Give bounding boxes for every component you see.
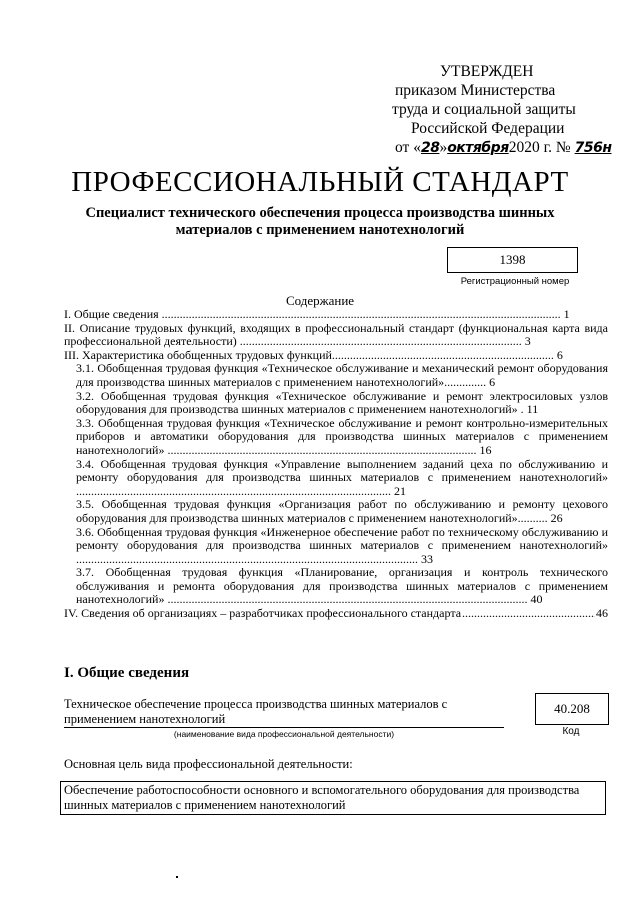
registration-number-label: Регистрационный номер [460, 276, 570, 287]
toc-item[interactable]: 3.4. Обобщенная трудовая функция «Управление выполнением заданий цеха по обслуживанию и ремонту оборудования для производства шинных материалов с применением нанотехнологий» ......................................................................................................... 21 [76, 456, 608, 498]
approval-block [392, 62, 612, 158]
toc-item-label: IV. Сведения об организациях – разработчиках профессионального стандарта [64, 606, 462, 621]
table-of-contents [64, 308, 608, 621]
goal-label: Основная цель вида профессиональной деятельности: [64, 757, 353, 771]
toc-leader-dots [462, 607, 595, 621]
toc-page-number: 46 [596, 606, 608, 621]
section-heading: I. Общие сведения [64, 665, 190, 681]
toc-item[interactable]: 3.1. Обобщенная трудовая функция «Техническое обслуживание и механический ремонт оборудования для производства шинных материалов с применением нанотехнологий».............. 6 [76, 361, 608, 389]
goal-text-box: Обеспечение работоспособности основного и вспомогательного оборудования для производства шинных материалов с применением нанотехнологий [60, 781, 606, 815]
activity-code-caption: Код [562, 726, 580, 737]
approval-line: приказом Министерства [395, 82, 556, 99]
toc-item[interactable]: 3.5. Обобщенная трудовая функция «Организация работ по обслуживанию и ремонту цехового оборудования для производства шинных материалов с применением нанотехнологий».......... 26 [76, 497, 608, 525]
toc-item[interactable]: 3.7. Обобщенная трудовая функция «Планирование, организация и контроль технического обслуживания и ремонта оборудования для производства шинных материалов с применением нанотехнологий» ........................................................................................................................ 40 [76, 565, 608, 607]
toc-item[interactable]: I. Общие сведения ..................................................................................................................................... 1 [64, 307, 570, 321]
approval-title: УТВЕРЖДЕН [440, 63, 534, 80]
toc-item[interactable]: 3.3. Обобщенная трудовая функция «Техническое обслуживание и ремонт контрольно-измерительных приборов и автоматики оборудования для производства шинных материалов с применением нанотехнологий» ....................................................................................................... 16 [76, 415, 608, 457]
activity-kind-name: Техническое обеспечение процесса производства шинных материалов с применением нанотехнологий [64, 697, 504, 728]
toc-item[interactable]: 3.6. Обобщенная трудовая функция «Инженерное обеспечение работ по техническому обслуживанию и ремонту оборудования для производства шинных материалов с применением нанотехнологий» .................................................................................................................. 33 [76, 524, 608, 566]
approval-line: труда и социальной защиты [392, 101, 576, 118]
toc-item[interactable]: III. Характеристика обобщенных трудовых функций.......................................................................... 6 [64, 347, 563, 362]
activity-code-box: 40.208 [535, 693, 609, 725]
activity-kind-caption: (наименование вида профессиональной деятельности) [173, 729, 395, 739]
handwritten-month: октября [447, 140, 509, 156]
document-title: ПРОФЕССИОНАЛЬНЫЙ СТАНДАРТ [71, 166, 569, 198]
toc-item-last[interactable] [64, 607, 608, 621]
date-quote: » [439, 139, 448, 156]
approval-line: Российской Федерации [411, 120, 565, 137]
scan-speck [176, 876, 178, 878]
document-subtitle: Специалист технического обеспечения процесса производства шинных материалов с применением нанотехнологий [85, 205, 555, 238]
handwritten-day: 28 [420, 140, 440, 156]
toc-heading: Содержание [285, 293, 355, 308]
toc-item[interactable]: 3.2. Обобщенная трудовая функция «Техническое обслуживание и ремонт электросиловых узлов оборудования для производства шинных материалов с применением нанотехнологий» . 11 [76, 388, 608, 417]
handwritten-order-number: 756н [574, 140, 612, 156]
approval-date-line [392, 138, 612, 158]
date-year: 2020 г. № [508, 139, 571, 156]
date-prefix: от « [395, 139, 421, 156]
registration-number-box: 1398 [447, 247, 578, 273]
toc-item[interactable]: II. Описание трудовых функций, входящих в профессиональный стандарт (функциональная карта вида профессиональной деятельности) .............................................................................................. 3 [64, 320, 608, 349]
